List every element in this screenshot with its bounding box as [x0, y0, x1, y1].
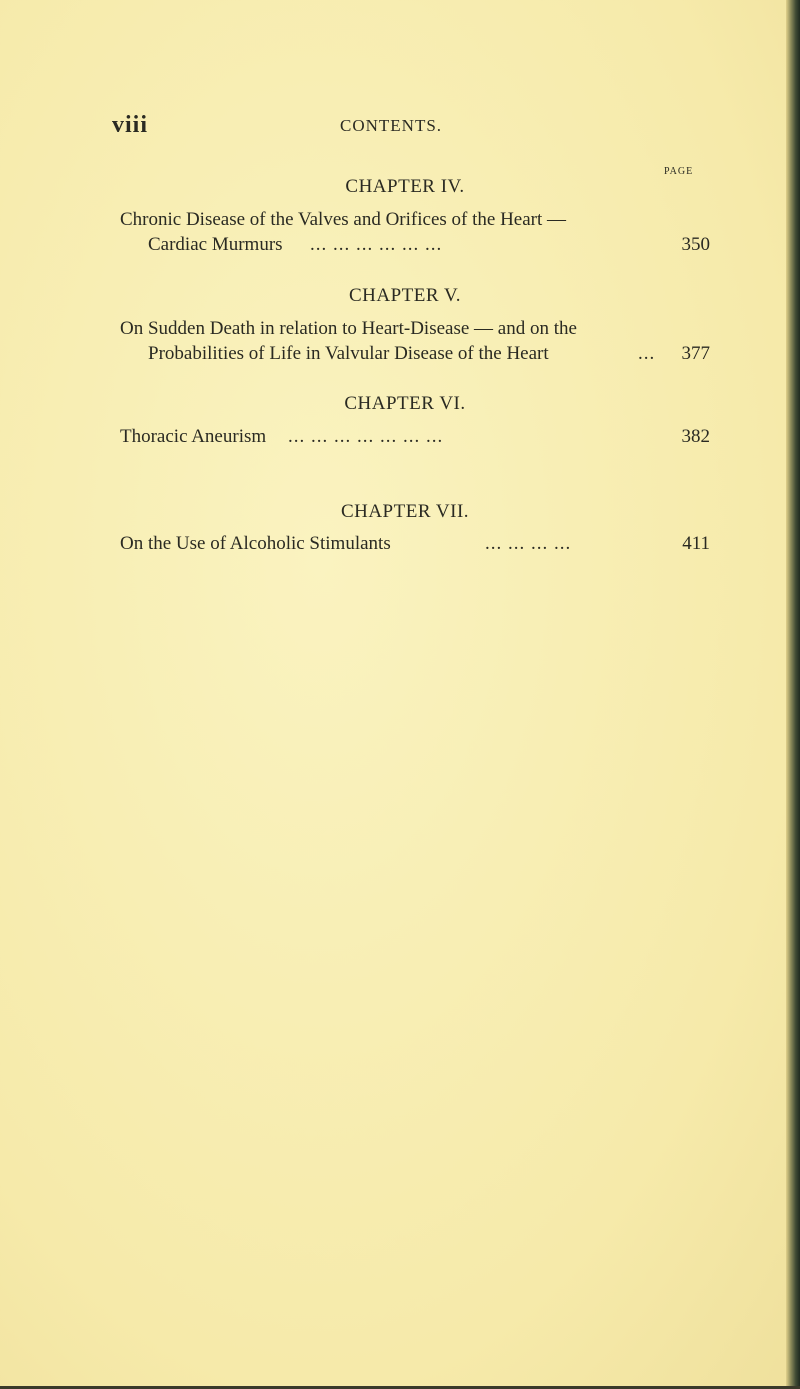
toc-entry-title: Probabilities of Life in Valvular Disease of the Heart	[148, 343, 549, 364]
leader-dots: ...	[638, 343, 656, 364]
chapter-heading: CHAPTER IV.	[345, 176, 465, 197]
toc-page-number: 377	[681, 343, 710, 364]
running-title: CONTENTS.	[340, 116, 443, 135]
leader-dots: ... ... ... ...	[485, 533, 572, 554]
page-column-label: PAGE	[664, 166, 694, 177]
chapter-heading: CHAPTER VI.	[344, 393, 466, 414]
toc-entry-title: On Sudden Death in relation to Heart-Disease — and on the	[120, 318, 577, 339]
running-head	[0, 112, 800, 142]
toc-entry-row	[148, 343, 710, 367]
toc-page-number: 411	[682, 533, 710, 554]
toc-entry-row	[120, 426, 710, 450]
toc-entry-title: Thoracic Aneurism	[120, 426, 267, 447]
chapter-heading: CHAPTER VII.	[340, 501, 470, 522]
chapter-heading: CHAPTER V.	[349, 285, 461, 306]
toc-entry-title: On the Use of Alcoholic Stimulants	[120, 533, 391, 554]
toc-entry-title: Cardiac Murmurs	[148, 234, 283, 255]
toc-page-number: 382	[681, 426, 710, 447]
toc-entry-row	[148, 234, 710, 258]
page-edge	[786, 0, 800, 1389]
leader-dots: ... ... ... ... ... ... ...	[288, 426, 444, 447]
toc-entry-row	[120, 533, 710, 557]
leader-dots: ... ... ... ... ... ...	[310, 234, 443, 255]
toc-entry-title: Chronic Disease of the Valves and Orifices of the Heart —	[120, 209, 567, 230]
page-number: viii	[112, 112, 149, 138]
toc-page-number: 350	[681, 234, 710, 255]
